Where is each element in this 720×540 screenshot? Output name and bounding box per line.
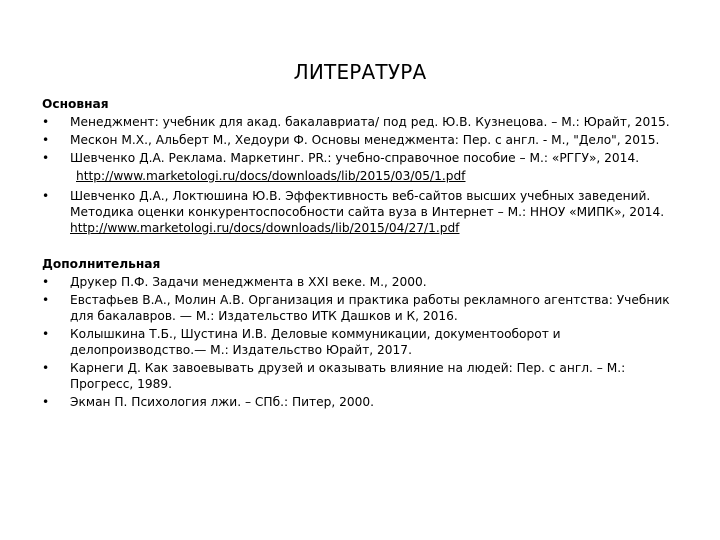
link-line bbox=[42, 168, 682, 184]
section-gap bbox=[42, 238, 682, 256]
page-title: ЛИТЕРАТУРА bbox=[293, 60, 427, 84]
bullet: • bbox=[42, 327, 50, 341]
bullet: • bbox=[42, 395, 50, 409]
reference-text: Карнеги Д. Как завоевывать друзей и оказывать влияние на людей: Пер. с англ. – М.: Прогресс, 1989. bbox=[70, 361, 626, 391]
reference-text: Экман П. Психология лжи. – СПб.: Питер, 2000. bbox=[70, 395, 375, 409]
reference-text: Евстафьев В.А., Молин А.В. Организация и практика работы рекламного агентства: Учебник для бакалавров. — М.: Издательство ИТК Дашков и К, 2016. bbox=[70, 293, 670, 323]
section-heading-additional: Дополнительная bbox=[42, 257, 161, 271]
content bbox=[42, 96, 682, 412]
list-item bbox=[42, 326, 682, 358]
list-item bbox=[42, 114, 682, 130]
reference-link[interactable]: http://www.marketologi.ru/docs/downloads/lib/2015/04/27/1.pdf bbox=[70, 221, 460, 235]
bullet: • bbox=[42, 115, 50, 129]
bullet: • bbox=[42, 293, 50, 307]
reference-text: Друкер П.Ф. Задачи менеджмента в XXI веке. М., 2000. bbox=[70, 275, 427, 289]
list-item bbox=[42, 292, 682, 324]
reference-text: Шевченко Д.А., Локтюшина Ю.В. Эффективность веб-сайтов высших учебных заведений. Методика оценки конкурентоспособности сайта вуза в Интернет – М.: ННОУ «МИПК», 2014. bbox=[70, 189, 665, 219]
list-item bbox=[42, 188, 682, 236]
reference-link[interactable]: http://www.marketologi.ru/docs/downloads/lib/2015/03/05/1.pdf bbox=[76, 169, 466, 183]
bullet: • bbox=[42, 189, 50, 203]
reference-text: Мескон М.Х., Альберт М., Хедоури Ф. Основы менеджмента: Пер. с англ. - М., "Дело", 2015. bbox=[70, 133, 660, 147]
list-item bbox=[42, 360, 682, 392]
reference-text: Колышкина Т.Б., Шустина И.В. Деловые коммуникации, документооборот и делопроизводство.— М.: Издательство Юрайт, 2017. bbox=[70, 327, 561, 357]
main-list bbox=[42, 114, 682, 236]
bullet: • bbox=[42, 275, 50, 289]
list-item bbox=[42, 274, 682, 290]
reference-text: Шевченко Д.А. Реклама. Маркетинг. PR.: учебно-справочное пособие – М.: «РГГУ», 2014. bbox=[70, 151, 640, 165]
reference-text: Менеджмент: учебник для акад. бакалавриата/ под ред. Ю.В. Кузнецова. – М.: Юрайт, 2015. bbox=[70, 115, 670, 129]
section-heading-main: Основная bbox=[42, 97, 109, 111]
list-item bbox=[42, 150, 682, 166]
bullet: • bbox=[42, 151, 50, 165]
additional-list bbox=[42, 274, 682, 410]
list-item bbox=[42, 394, 682, 410]
bullet: • bbox=[42, 133, 50, 147]
bullet: • bbox=[42, 361, 50, 375]
list-item bbox=[42, 132, 682, 148]
